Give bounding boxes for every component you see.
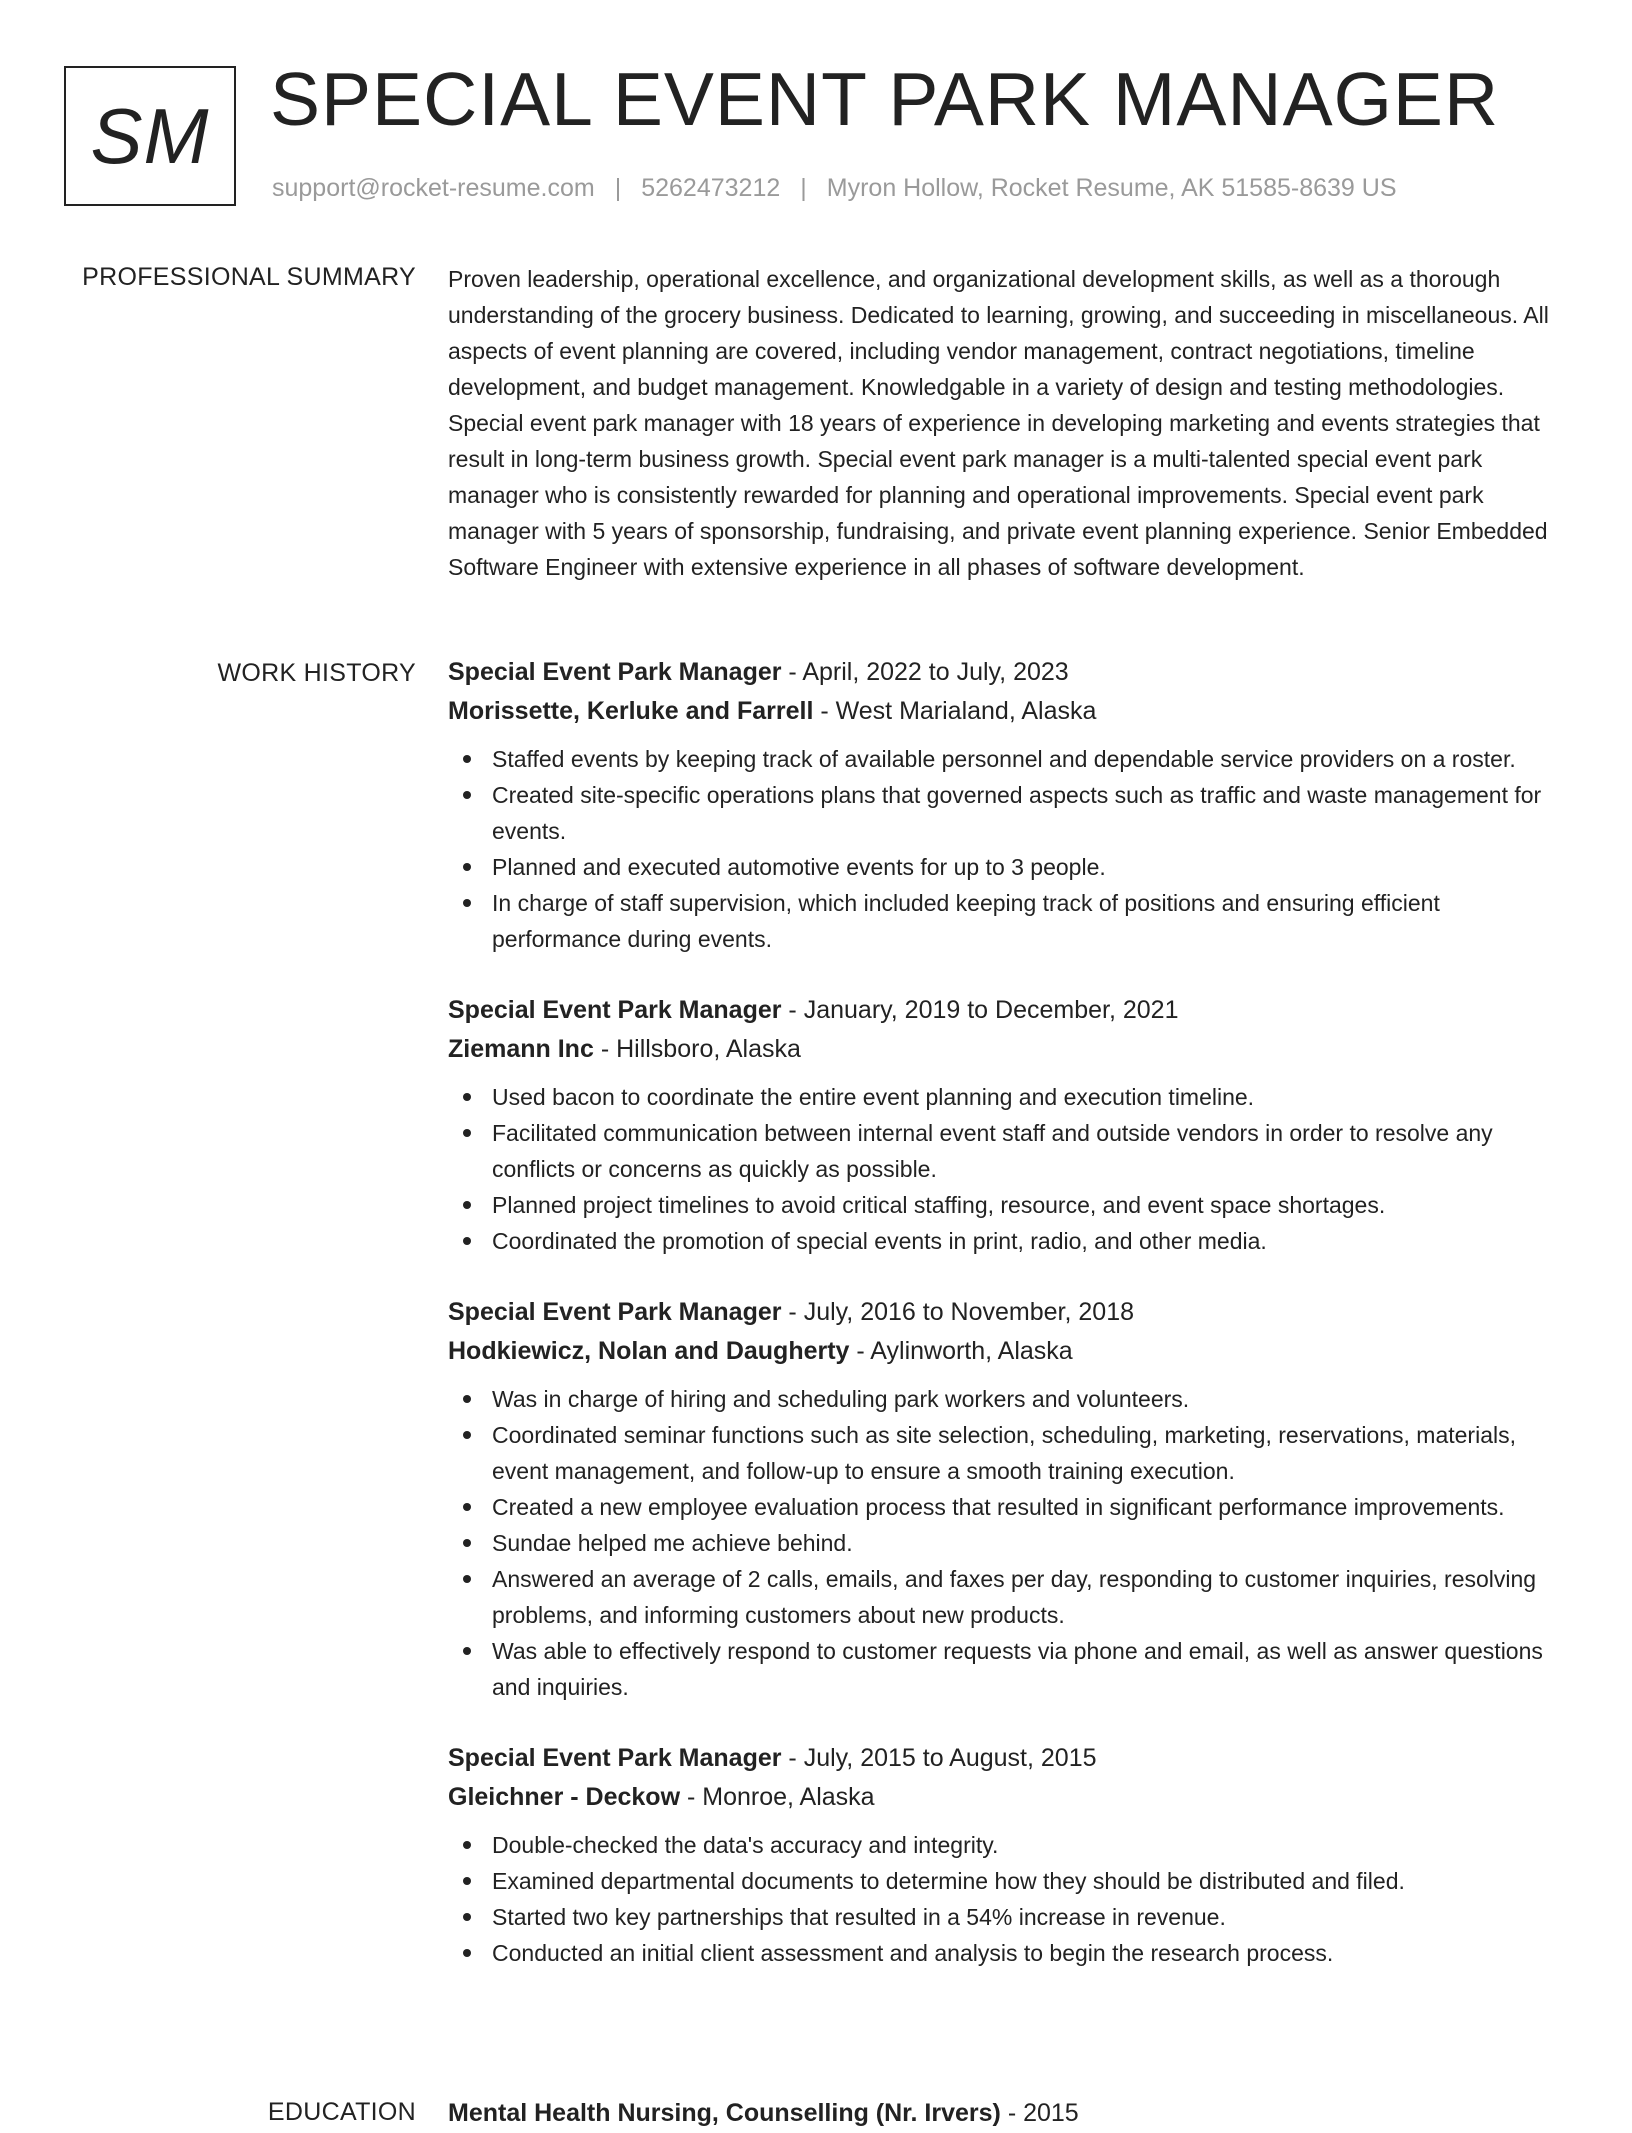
job-entry: [448, 991, 1568, 1259]
contact-email: support@rocket-resume.com: [272, 174, 595, 202]
education-body: [448, 2094, 1568, 2133]
list-item: Started two key partnerships that resulted in a 54% increase in revenue.: [448, 1899, 1568, 1935]
list-item: Facilitated communication between internal event staff and outside vendors in order to resolve any conflicts or concerns as quickly as possible.: [448, 1115, 1568, 1187]
job-entry: [448, 1739, 1568, 1971]
education-degree: Mental Health Nursing, Counselling (Nr. Irvers): [448, 2099, 1001, 2127]
job-bullets: [448, 1079, 1568, 1259]
job-title: Special Event Park Manager: [448, 1298, 782, 1326]
contact-phone: 5262473212: [641, 174, 781, 202]
contact-separator: |: [800, 174, 807, 202]
monogram-initials: SM: [90, 92, 210, 180]
job-company-line: [448, 692, 1568, 731]
list-item: Sundae helped me achieve behind.: [448, 1525, 1568, 1561]
list-item: Examined departmental documents to determine how they should be distributed and filed.: [448, 1863, 1568, 1899]
job-bullets: [448, 1827, 1568, 1971]
list-item: Created a new employee evaluation process that resulted in significant performance improvements.: [448, 1489, 1568, 1525]
work-history-body: [448, 653, 1568, 2005]
job-title: Special Event Park Manager: [448, 658, 782, 686]
list-item: In charge of staff supervision, which included keeping track of positions and ensuring efficient performance during events.: [448, 885, 1568, 957]
job-title-line: [448, 1293, 1568, 1332]
contact-address: Myron Hollow, Rocket Resume, AK 51585-8639 US: [826, 174, 1397, 202]
list-item: Was in charge of hiring and scheduling park workers and volunteers.: [448, 1381, 1568, 1417]
job-location: - West Marialand, Alaska: [813, 697, 1097, 725]
job-bullets: [448, 741, 1568, 957]
list-item: Created site-specific operations plans that governed aspects such as traffic and waste management for events.: [448, 777, 1568, 849]
job-entry: [448, 1293, 1568, 1705]
list-item: Was able to effectively respond to customer requests via phone and email, as well as answer questions and inquiries.: [448, 1633, 1568, 1705]
section-label-education: EDUCATION: [267, 2098, 416, 2126]
job-title-line: [448, 653, 1568, 692]
job-company-line: [448, 1030, 1568, 1069]
list-item: Used bacon to coordinate the entire event planning and execution timeline.: [448, 1079, 1568, 1115]
summary-body: [448, 261, 1568, 585]
monogram-box: [64, 66, 236, 206]
job-company: Gleichner - Deckow: [448, 1783, 681, 1811]
list-item: Planned project timelines to avoid critical staffing, resource, and event space shortages.: [448, 1187, 1568, 1223]
section-label-summary: PROFESSIONAL SUMMARY: [82, 263, 416, 291]
job-title-line: [448, 991, 1568, 1030]
list-item: Coordinated seminar functions such as site selection, scheduling, marketing, reservations, materials, event management, and follow-up to ensure a smooth training execution.: [448, 1417, 1568, 1489]
list-item: Planned and executed automotive events for up to 3 people.: [448, 849, 1568, 885]
job-company: Ziemann Inc: [448, 1035, 594, 1063]
list-item: Double-checked the data's accuracy and integrity.: [448, 1827, 1568, 1863]
contact-line: [272, 174, 1397, 203]
job-dates: - July, 2016 to November, 2018: [781, 1298, 1134, 1326]
contact-separator: |: [614, 174, 622, 202]
summary-text: Proven leadership, operational excellence, and organizational development skills, as well as a thorough understanding of the grocery business. Dedicated to learning, growing, and succeeding in miscellaneous. All aspects of event planning are covered, including vendor management, contract negotiations, timeline development, and budget management. Knowledgable in a variety of design and testing methodologies. Special event park manager with 18 years of experience in developing marketing and events strategies that result in long-term business growth. Special event park manager is a multi-talented special event park manager who is consistently rewarded for planning and operational improvements. Special event park manager with 5 years of sponsorship, fundraising, and private event planning experience. Senior Embedded Software Engineer with extensive experience in all phases of software development.: [448, 266, 1549, 580]
job-location: - Aylinworth, Alaska: [849, 1337, 1073, 1365]
job-title-line: [448, 1739, 1568, 1778]
section-label-work-history: WORK HISTORY: [217, 659, 416, 687]
list-item: Conducted an initial client assessment and analysis to begin the research process.: [448, 1935, 1568, 1971]
job-company: Hodkiewicz, Nolan and Daugherty: [448, 1337, 850, 1365]
job-company: Morissette, Kerluke and Farrell: [448, 697, 814, 725]
job-location: - Hillsboro, Alaska: [593, 1035, 801, 1063]
education-year: - 2015: [1000, 2099, 1079, 2127]
job-entry: [448, 653, 1568, 957]
job-bullets: [448, 1381, 1568, 1705]
job-title: Special Event Park Manager: [448, 996, 782, 1024]
job-company-line: [448, 1332, 1568, 1371]
job-dates: - April, 2022 to July, 2023: [781, 658, 1069, 686]
education-line: [448, 2094, 1568, 2133]
job-dates: - January, 2019 to December, 2021: [781, 996, 1179, 1024]
job-dates: - July, 2015 to August, 2015: [781, 1744, 1097, 1772]
page-title: SPECIAL EVENT PARK MANAGER: [270, 57, 1500, 141]
list-item: Coordinated the promotion of special events in print, radio, and other media.: [448, 1223, 1568, 1259]
job-location: - Monroe, Alaska: [680, 1783, 875, 1811]
list-item: Answered an average of 2 calls, emails, and faxes per day, responding to customer inquiries, resolving problems, and informing customers about new products.: [448, 1561, 1568, 1633]
job-company-line: [448, 1778, 1568, 1817]
job-title: Special Event Park Manager: [448, 1744, 782, 1772]
list-item: Staffed events by keeping track of available personnel and dependable service providers on a roster.: [448, 741, 1568, 777]
